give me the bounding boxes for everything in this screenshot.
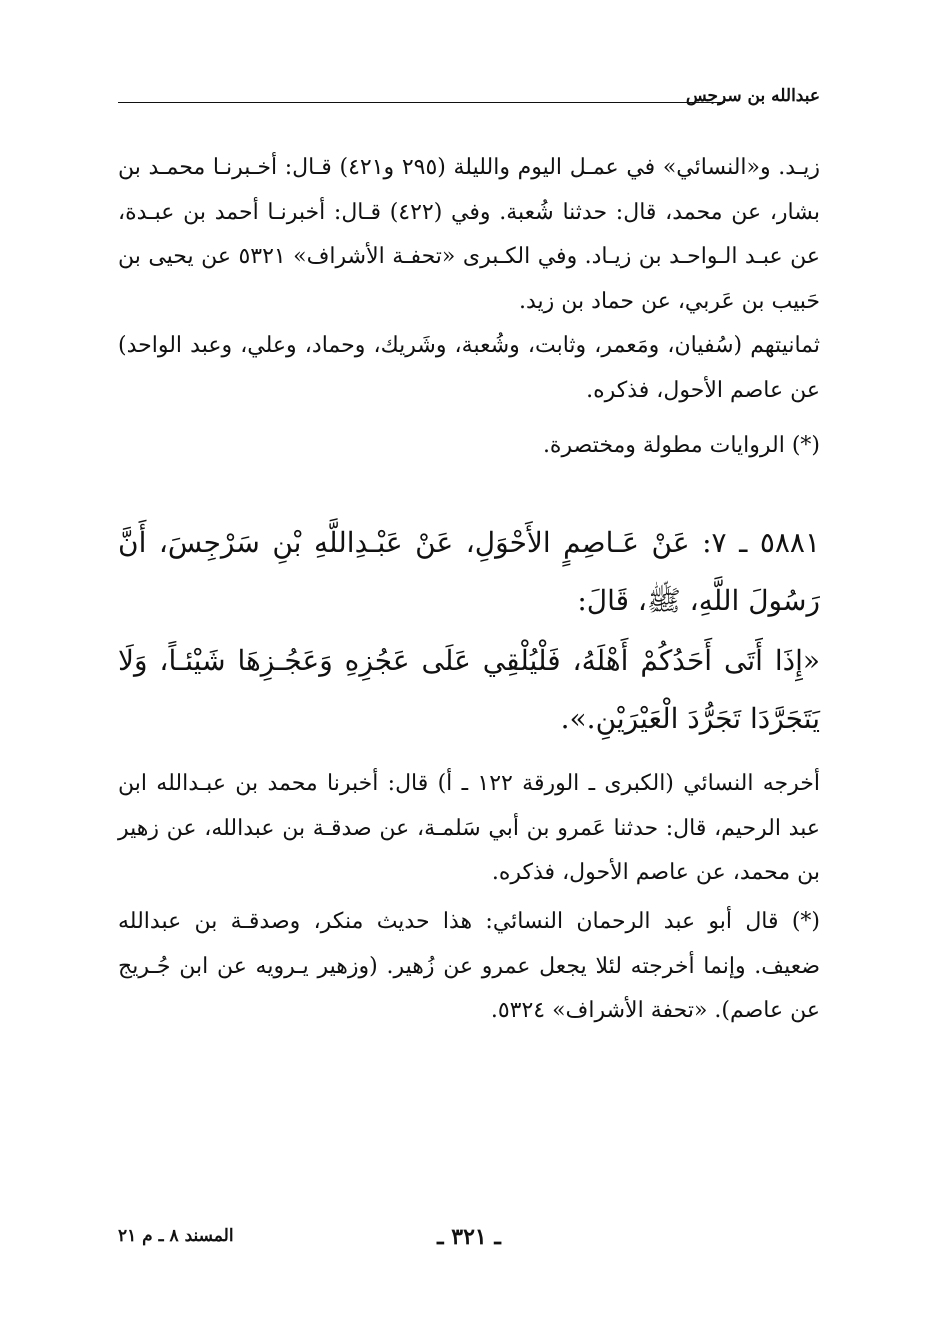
paragraph-text: (*) الروايات مطولة ومختصرة.	[542, 433, 820, 458]
signature-mark: المسند ٨ ـ م ٢١	[118, 1226, 234, 1246]
hadith-intro-text: ٥٨٨١ ـ ٧: عَنْ عَـاصِمٍ الأَحْوَلِ، عَنْ عَبْـدِاللَّهِ بْنِ سَرْجِسَ، أَنَّ رَسُولَ اللَّهِ، ﷺ، قَالَ:	[118, 526, 820, 617]
paragraph-text: (*) قال أبو عبد الرحمان النسائي: هذا حديث منكر، وصدقـة بن عبدالله ضعيف. وإنما أخرجته لئلا يجعل عمرو عن زُهير. (وزهير يـرويه عن ابن جُـريج عن عاصم). «تحفة الأشراف» ٥٣٢٤.	[118, 909, 820, 1023]
paragraph-takhrij	[118, 762, 820, 896]
hadith-intro	[118, 514, 820, 630]
paragraph-text: أخرجه النسائي (الكبرى ـ الورقة ١٢٢ ـ أ) قال: أخبرنا محمد بن عبـدالله ابن عبد الرحيم، قال: حدثنا عَمرو بن أبي سَلمـة، عن صدقـة بن عبدالله، عن زهير بن محمد، عن عاصم الأحول، فذكره.	[118, 771, 821, 885]
hadith-body-text: «إِذَا أَتَى أَحَدُكُمْ أَهْلَهُ، فَلْيُلْقِي عَلَى عَجُزِهِ وَعَجُـزِهَا شَيْئـاً، وَلَا يَتَجَرَّدَا تَجَرُّدَ الْعَيْرَيْنِ.».	[118, 644, 820, 735]
page-number: ـ ٣٢١ ـ	[437, 1224, 501, 1250]
header-title: عبدالله بن سرجس	[685, 86, 820, 106]
hadith-body	[118, 632, 820, 748]
paragraph-sources	[118, 146, 820, 324]
paragraph-note-2	[118, 900, 820, 1034]
paragraph-text: زيـد. و«النسائي» في عمـل اليوم والليلة (٢٩٥ و٤٢١) قـال: أخـبرنـا محمـد بن بشار، عن محمد، قال: حدثنا شُعبة. وفي (٤٢٢) قـال: أخبرنـا أحمد بن عبـدة، عن عبـد الـواحـد بن زيـاد. وفي الكـبرى «تحفـة الأشراف» ٥٣٢١ عن يحيى بن حَبيب بن عَربي، عن حماد بن زيد.	[118, 155, 821, 314]
paragraph-text: ثمانيتهم (سُفيان، ومَعمر، وثابت، وشُعبة، وشَريك، وحماد، وعلي، وعبد الواحد) عن عاصم الأحول، فذكره.	[118, 333, 820, 403]
header-rule	[118, 102, 725, 103]
running-header	[118, 86, 820, 110]
paragraph-chains	[118, 324, 820, 413]
paragraph-note-1	[118, 424, 820, 469]
page-footer	[118, 1224, 820, 1254]
